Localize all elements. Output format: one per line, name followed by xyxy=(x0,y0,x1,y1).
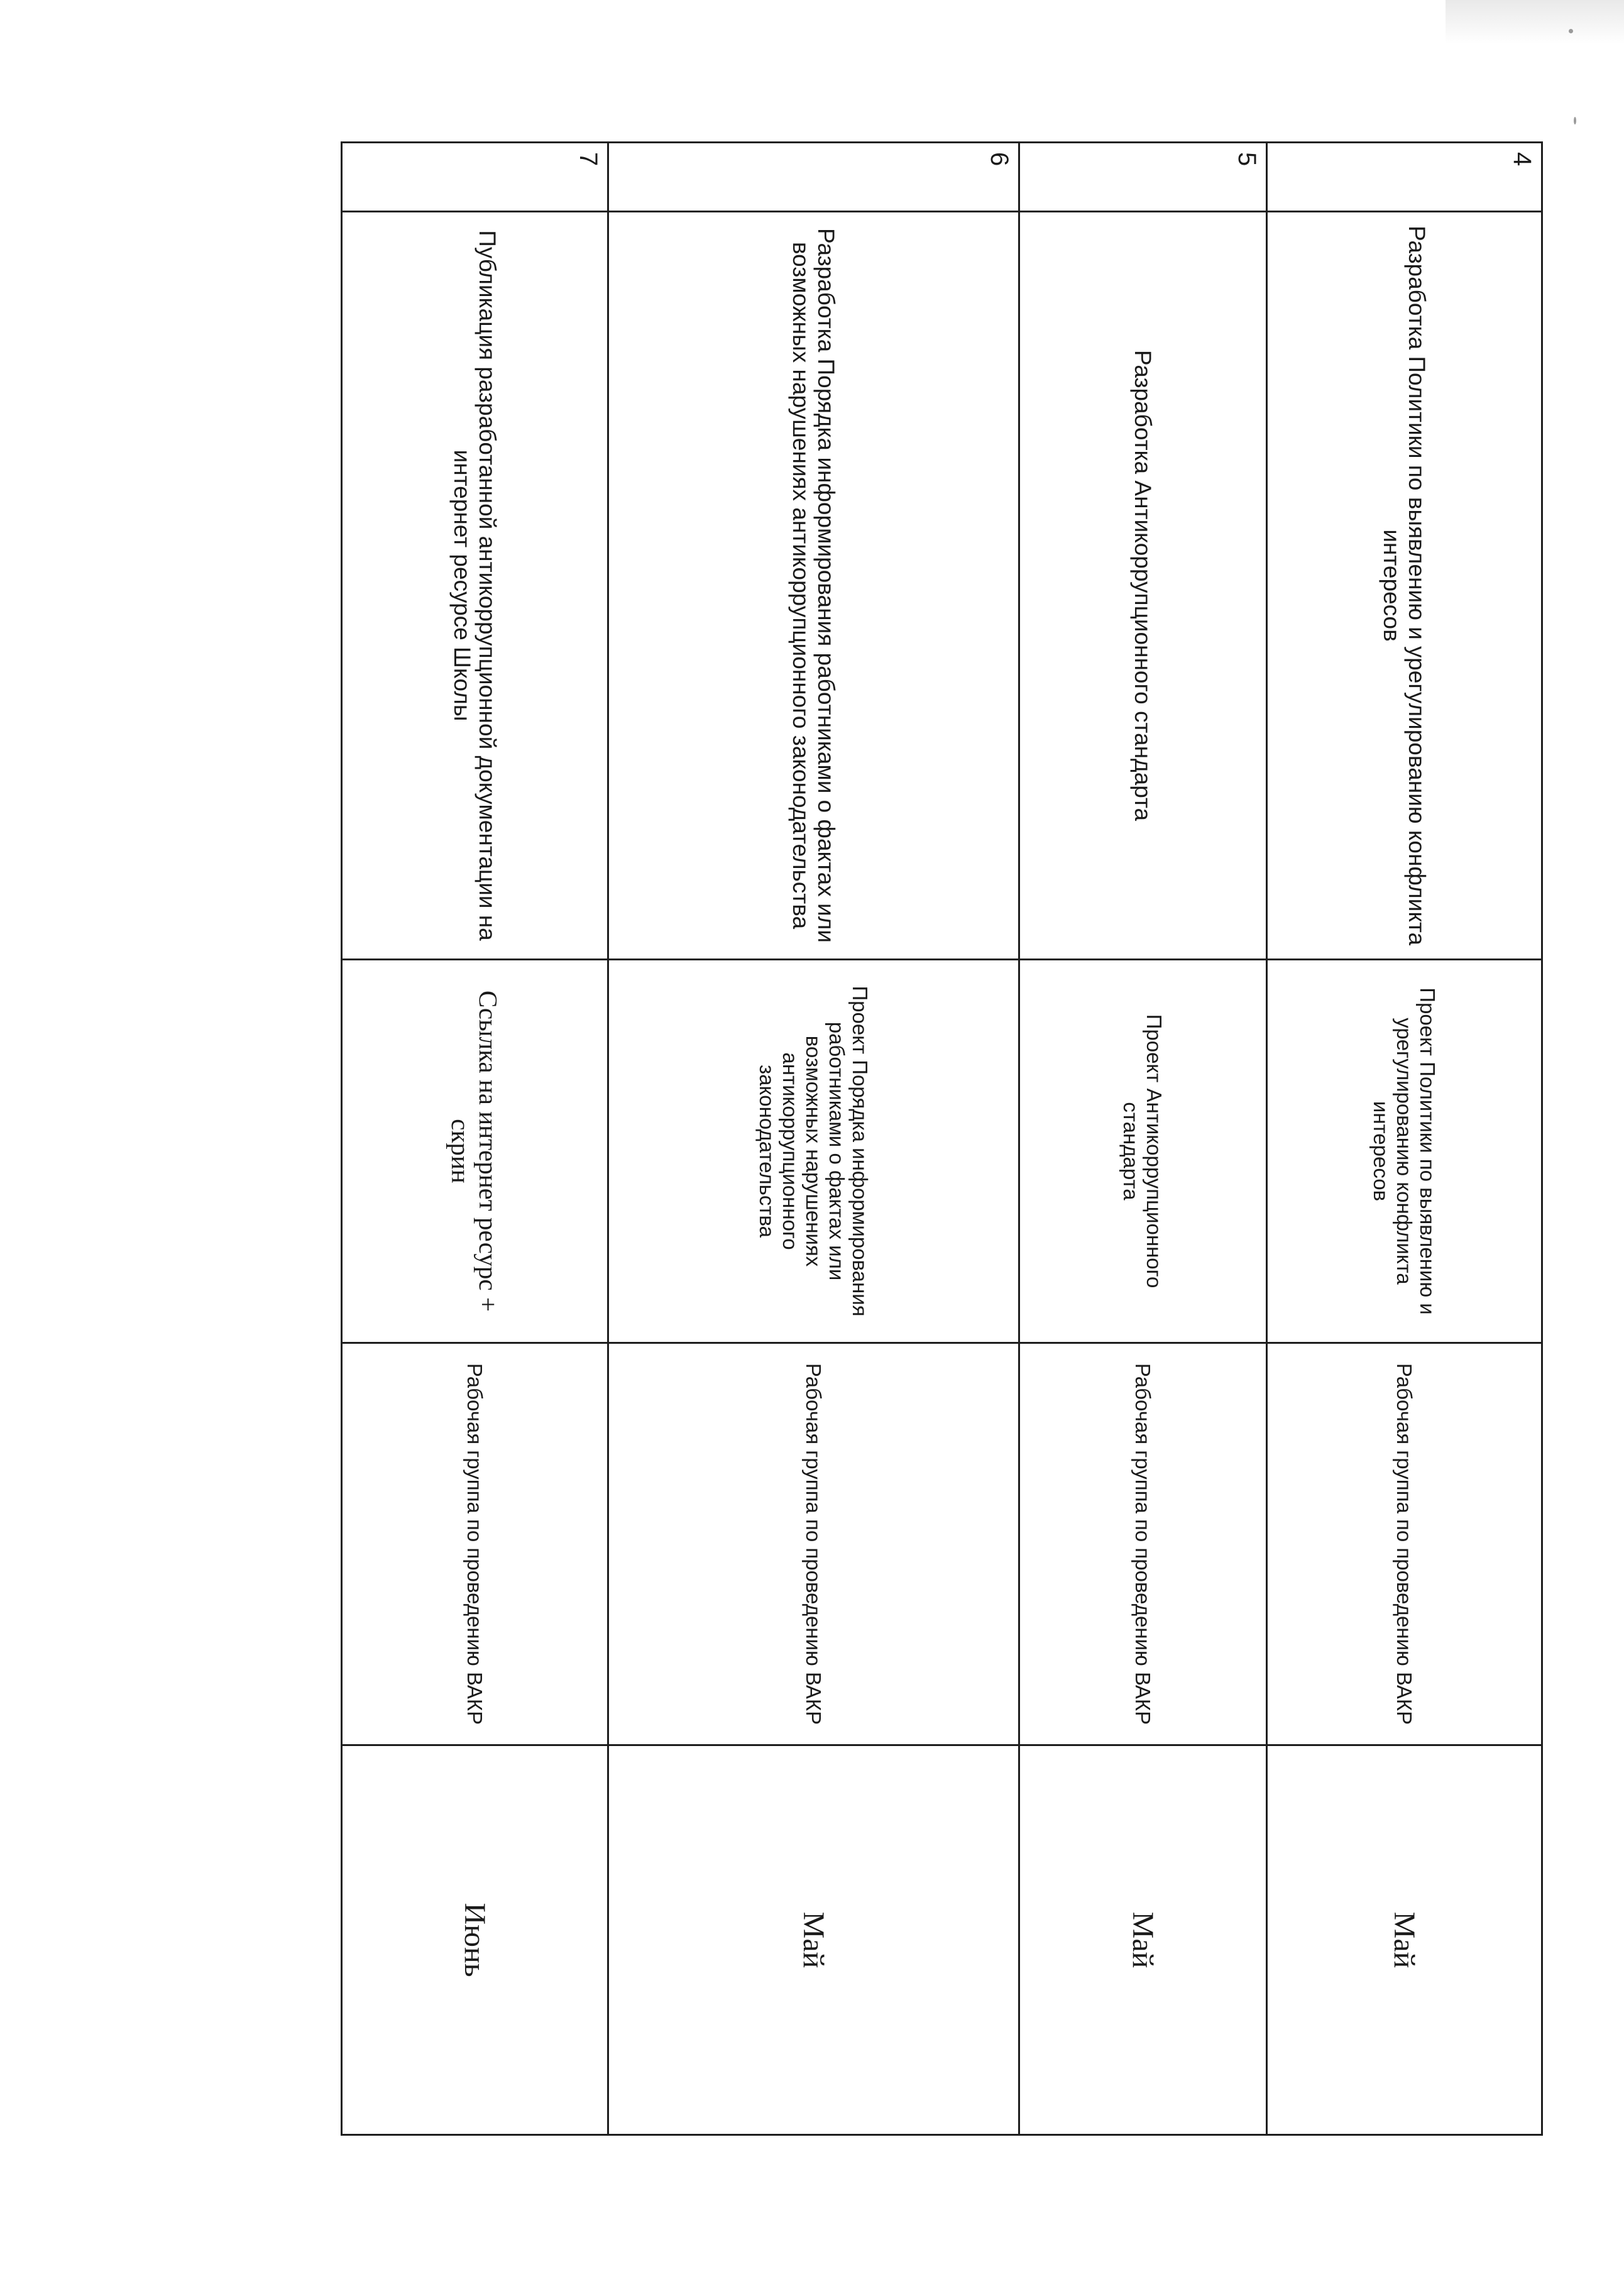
scan-edge-shadow xyxy=(1446,0,1624,44)
result-cell: Ссылка на интернет ресурс + скрин xyxy=(342,960,608,1343)
activity-name: Разработка Порядка информирования работниками о фактах или возможных нарушениях антикоррупционного законодательства xyxy=(608,212,1019,960)
result-cell: Проект Антикоррупционного стандарта xyxy=(1019,960,1267,1343)
scan-speck xyxy=(1574,117,1576,124)
table-row xyxy=(1267,143,1542,2135)
responsible-cell: Рабочая группа по проведению ВАКР xyxy=(1267,1343,1542,1745)
table-row xyxy=(1019,143,1267,2135)
row-number: 7 xyxy=(342,143,608,212)
activity-name: Разработка Политики по выявлению и урегулированию конфликта интересов xyxy=(1267,212,1542,960)
term-cell: Июнь xyxy=(342,1745,608,2135)
plan-table xyxy=(341,141,1543,2136)
responsible-cell: Рабочая группа по проведению ВАКР xyxy=(608,1343,1019,1745)
result-cell: Проект Политики по выявлению и урегулированию конфликта интересов xyxy=(1267,960,1542,1343)
table-row xyxy=(608,143,1019,2135)
responsible-cell: Рабочая группа по проведению ВАКР xyxy=(342,1343,608,1745)
responsible-cell: Рабочая группа по проведению ВАКР xyxy=(1019,1343,1267,1745)
row-number: 5 xyxy=(1019,143,1267,212)
row-number: 6 xyxy=(608,143,1019,212)
activity-name: Публикация разработанной антикоррупционной документации на интернет ресурсе Школы xyxy=(342,212,608,960)
result-cell: Проект Порядка информирования работниками о фактах или возможных нарушениях антикоррупционного законодательства xyxy=(608,960,1019,1343)
term-cell: Май xyxy=(608,1745,1019,2135)
activity-name: Разработка Антикоррупционного стандарта xyxy=(1019,212,1267,960)
table-row xyxy=(342,143,608,2135)
rotated-table-container xyxy=(343,141,1543,2134)
term-cell: Май xyxy=(1019,1745,1267,2135)
scan-speck xyxy=(1569,29,1573,33)
term-cell: Май xyxy=(1267,1745,1542,2135)
row-number: 4 xyxy=(1267,143,1542,212)
